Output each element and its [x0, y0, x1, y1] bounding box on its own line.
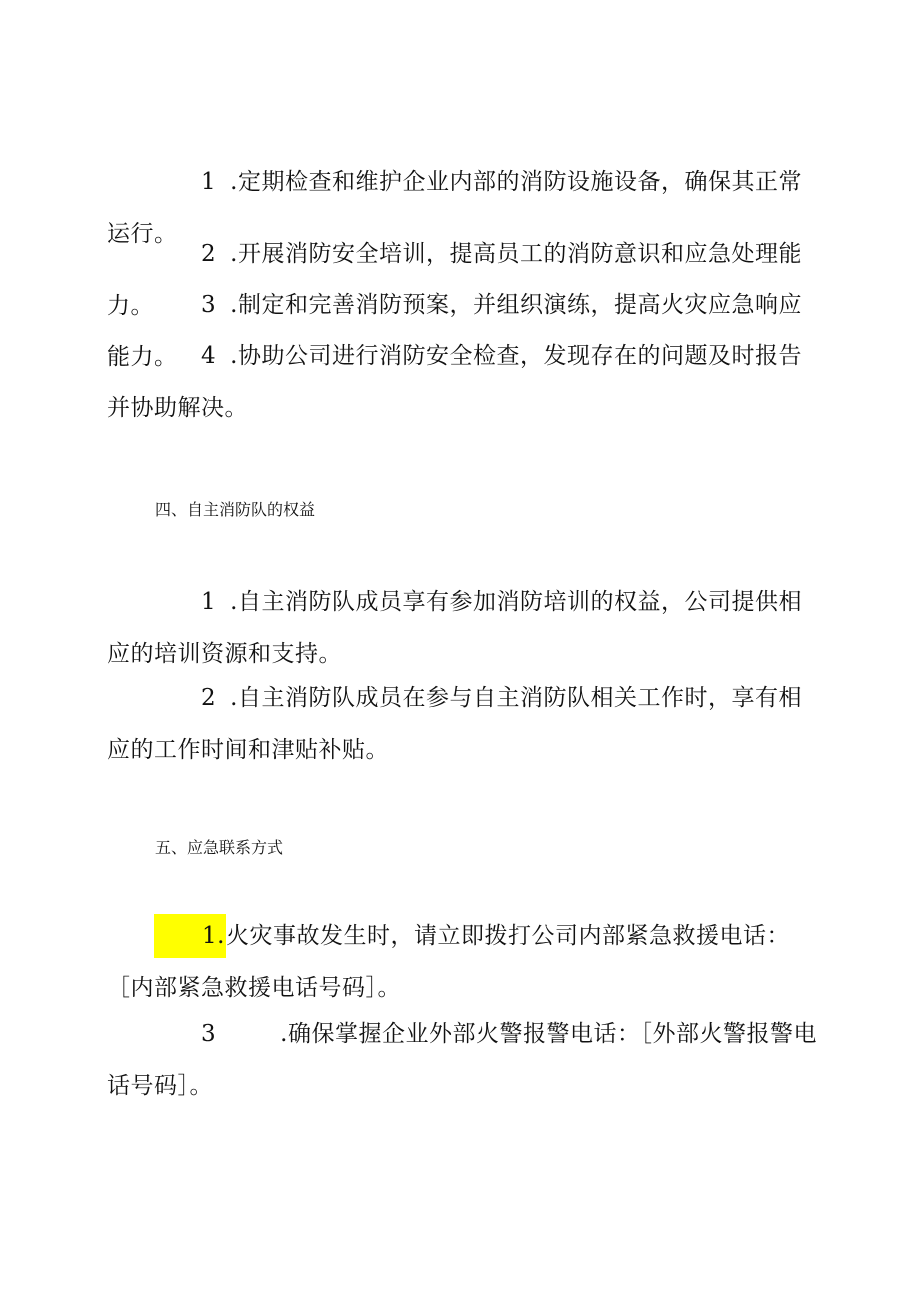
item-number: 2	[201, 685, 217, 711]
list-item	[107, 576, 822, 680]
item-number: 1	[201, 589, 217, 615]
section-heading: 五、应急联系方式	[155, 838, 284, 857]
item-text: .协助公司进行消防安全检查，发现存在的问题及时报告并协助解决。	[107, 343, 802, 421]
item-text: .开展消防安全培训，提高员工的消防意识和应急处理能力。	[107, 241, 802, 319]
item-number: 3	[201, 1021, 217, 1047]
section-heading: 四、自主消防队的权益	[155, 500, 316, 519]
item-text: .自主消防队成员在参与自主消防队相关工作时，享有相应的工作时间和津贴补贴。	[107, 685, 802, 763]
item-number: 4	[201, 343, 217, 369]
item-text: 火灾事故发生时，请立即拨打公司内部紧急救援电话：［内部紧急救援电话号码］。	[107, 923, 790, 1001]
highlighted-item-number: 1.	[154, 914, 226, 958]
item-text: .制定和完善消防预案，并组织演练，提高火灾应急响应能力。	[107, 292, 802, 370]
list-item	[107, 330, 822, 434]
list-item	[107, 1008, 822, 1112]
item-text: .确保掌握企业外部火警报警电话：［外部火警报警电话号码］。	[107, 1021, 817, 1099]
item-text: .定期检查和维护企业内部的消防设施设备，确保其正常运行。	[107, 169, 802, 247]
list-item	[107, 910, 822, 1014]
item-number: 1	[201, 169, 217, 195]
item-number: 2	[201, 241, 217, 267]
list-item	[107, 672, 822, 776]
item-text: .自主消防队成员享有参加消防培训的权益，公司提供相应的培训资源和支持。	[107, 589, 802, 667]
item-number: 3	[201, 292, 217, 318]
